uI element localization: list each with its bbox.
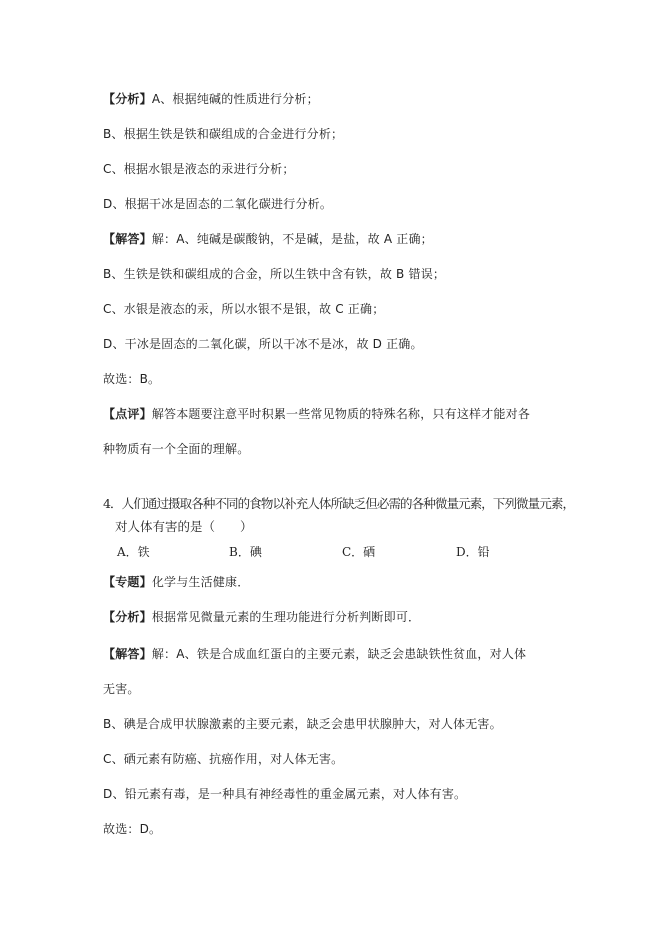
answer-line-d: D、干冰是固态的二氧化碳，所以干冰不是冰，故 D 正确。: [103, 337, 423, 351]
answer-line-q4-a: [103, 646, 526, 662]
analysis-text-q4: 根据常见微量元素的生理功能进行分析判断即可．: [151, 610, 421, 624]
option-d: D．铅: [456, 545, 490, 559]
question-4-stem-cont: 对人体有害的是（ ）: [115, 519, 253, 534]
analysis-tag-q4: 【分析】: [103, 610, 152, 624]
choice-line-q4: 故选：D。: [103, 822, 162, 836]
answer-text-a: 解：A、纯碱是碳酸钠，不是碱，是盐，故 A 正确；: [151, 232, 433, 246]
answer-line-c: C、水银是液态的汞，所以水银不是银，故 C 正确；: [103, 302, 385, 316]
comment-tag: 【点评】: [103, 407, 152, 421]
answer-tag-q4: 【解答】: [103, 647, 152, 661]
option-b: B．碘: [229, 545, 262, 559]
analysis-line-q4: [103, 609, 420, 625]
analysis-tag: 【分析】: [103, 92, 152, 106]
answer-tag: 【解答】: [103, 232, 152, 246]
answer-line-b: B、生铁是铁和碳组成的合金，所以生铁中含有铁，故 B 错误；: [103, 267, 446, 281]
analysis-line-c: C、根据水银是液态的汞进行分析；: [103, 162, 295, 176]
analysis-line-b: B、根据生铁是铁和碳组成的合金进行分析；: [103, 127, 344, 141]
analysis-text-a: A、根据纯碱的性质进行分析；: [151, 92, 319, 106]
answer-line-a: [103, 231, 433, 247]
comment-text-1: 解答本题要注意平时积累一些常见物质的特殊名称，只有这样才能对各: [151, 407, 531, 421]
answer-text-q4-a: 解：A、铁是合成血红蛋白的主要元素，缺乏会患缺铁性贫血，对人体: [151, 647, 527, 661]
topic-tag: 【专题】: [103, 575, 152, 589]
topic-line: [103, 574, 249, 590]
analysis-line-a: [103, 91, 319, 107]
answer-line-q4-b: B、碘是合成甲状腺激素的主要元素，缺乏会患甲状腺肿大，对人体无害。: [103, 717, 502, 731]
answer-line-q4-a-cont: 无害。: [103, 682, 140, 696]
answer-line-q4-c: C、硒元素有防癌、抗癌作用，对人体无害。: [103, 752, 344, 766]
comment-line-1: [103, 406, 530, 422]
option-a: A．铁: [117, 545, 150, 559]
comment-line-2: 种物质有一个全面的理解。: [103, 442, 250, 456]
question-4-stem: 4．人们通过摄取各种不同的食物以补充人体所缺乏但必需的各种微量元素，下列微量元素，: [103, 496, 575, 511]
topic-text: 化学与生活健康．: [151, 575, 250, 589]
answer-line-q4-d: D、铅元素有毒，是一种具有神经毒性的重金属元素，对人体有害。: [103, 787, 467, 801]
choice-line: 故选：B。: [103, 372, 161, 386]
option-c: C．硒: [342, 545, 376, 559]
analysis-line-d: D、根据干冰是固态的二氧化碳进行分析。: [103, 197, 333, 211]
